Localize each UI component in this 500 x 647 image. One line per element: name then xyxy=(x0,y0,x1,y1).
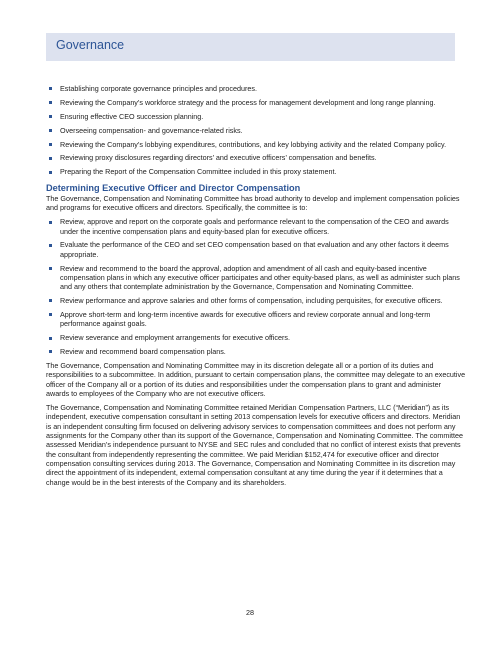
responsibilities-list xyxy=(46,84,466,177)
section-heading: Determining Executive Officer and Director Compensation xyxy=(46,182,301,193)
list-item: Review severance and employment arrangements for executive officers. xyxy=(46,333,466,342)
intro-paragraph: The Governance, Compensation and Nominating Committee has broad authority to develop and implement compensation policies and programs for executive officers and directors. Specifically, the committee is to: xyxy=(46,193,460,212)
list-item: Review and recommend to the board the approval, adoption and amendment of all cash and equity-based incentive compensation plans in which any executive officer participates and other equity-based plans, as well as administer such plans and any others that contemplate administration by the Governance, Compensation and Nominating Committee. xyxy=(46,264,466,292)
list-item: Evaluate the performance of the CEO and set CEO compensation based on that evaluation and any other factors it deems appropriate. xyxy=(46,240,466,259)
list-item: Establishing corporate governance principles and procedures. xyxy=(46,84,466,93)
list-item: Approve short-term and long-term incentive awards for executive officers and review corporate annual and long-term performance against goals. xyxy=(46,310,466,329)
page-number: 28 xyxy=(246,608,254,617)
list-item: Overseeing compensation- and governance-related risks. xyxy=(46,126,466,135)
list-item: Ensuring effective CEO succession planning. xyxy=(46,112,466,121)
consultant-paragraph: The Governance, Compensation and Nominating Committee retained Meridian Compensation Partners, LLC (“Meridian”) as its independent, executive compensation consultant in setting 2013 compensation levels for executive officers and directors. Meridian is an independent consulting firm focused on delivering advisory services to compensation committees and does not perform any assignments for the Company other than its support of the Governance, Compensation and Nominating Committee. The committee assessed Meridian’s independence pursuant to NYSE and SEC rules and concluded that no conflict of interest exists that prevents the consultant from independently representing the committee. We paid Meridian $152,474 for executive officer and director compensation consulting services during 2013. The Governance, Compensation and Nominating Committee in its discretion may direct the appointment of its independent, external compensation consultant at any time during the year if it determines that a change would be in the best interests of the Company and its shareholders. xyxy=(46,403,463,487)
list-item: Review performance and approve salaries and other forms of compensation, including perquisites, for executive officers. xyxy=(46,296,466,305)
list-item: Review, approve and report on the corporate goals and performance relevant to the compensation of the CEO and awards under the incentive compensation plans and equity-based plan for executive officers. xyxy=(46,217,466,236)
section-banner xyxy=(46,33,455,61)
list-item: Reviewing proxy disclosures regarding directors’ and executive officers’ compensation and benefits. xyxy=(46,153,466,162)
delegation-paragraph: The Governance, Compensation and Nominating Committee may in its discretion delegate all or a portion of its duties and responsibilities to a subcommittee. In addition, pursuant to certain compensation plans, the committee may delegate to an executive officer of the Company all or a portion of its duties and responsibilities under the compensation plans to grant and administer awards to employees of the Company who are not executive officers. xyxy=(46,360,466,398)
section-title: Governance xyxy=(56,38,125,52)
page-content xyxy=(46,84,466,492)
list-item: Review and recommend board compensation plans. xyxy=(46,347,466,356)
list-item: Reviewing the Company’s lobbying expenditures, contributions, and key lobbying activity and the related Company policy. xyxy=(46,140,466,149)
list-item: Reviewing the Company’s workforce strategy and the process for management development and long range planning. xyxy=(46,98,466,107)
committee-duties-list xyxy=(46,217,466,356)
list-item: Preparing the Report of the Compensation Committee included in this proxy statement. xyxy=(46,167,466,176)
